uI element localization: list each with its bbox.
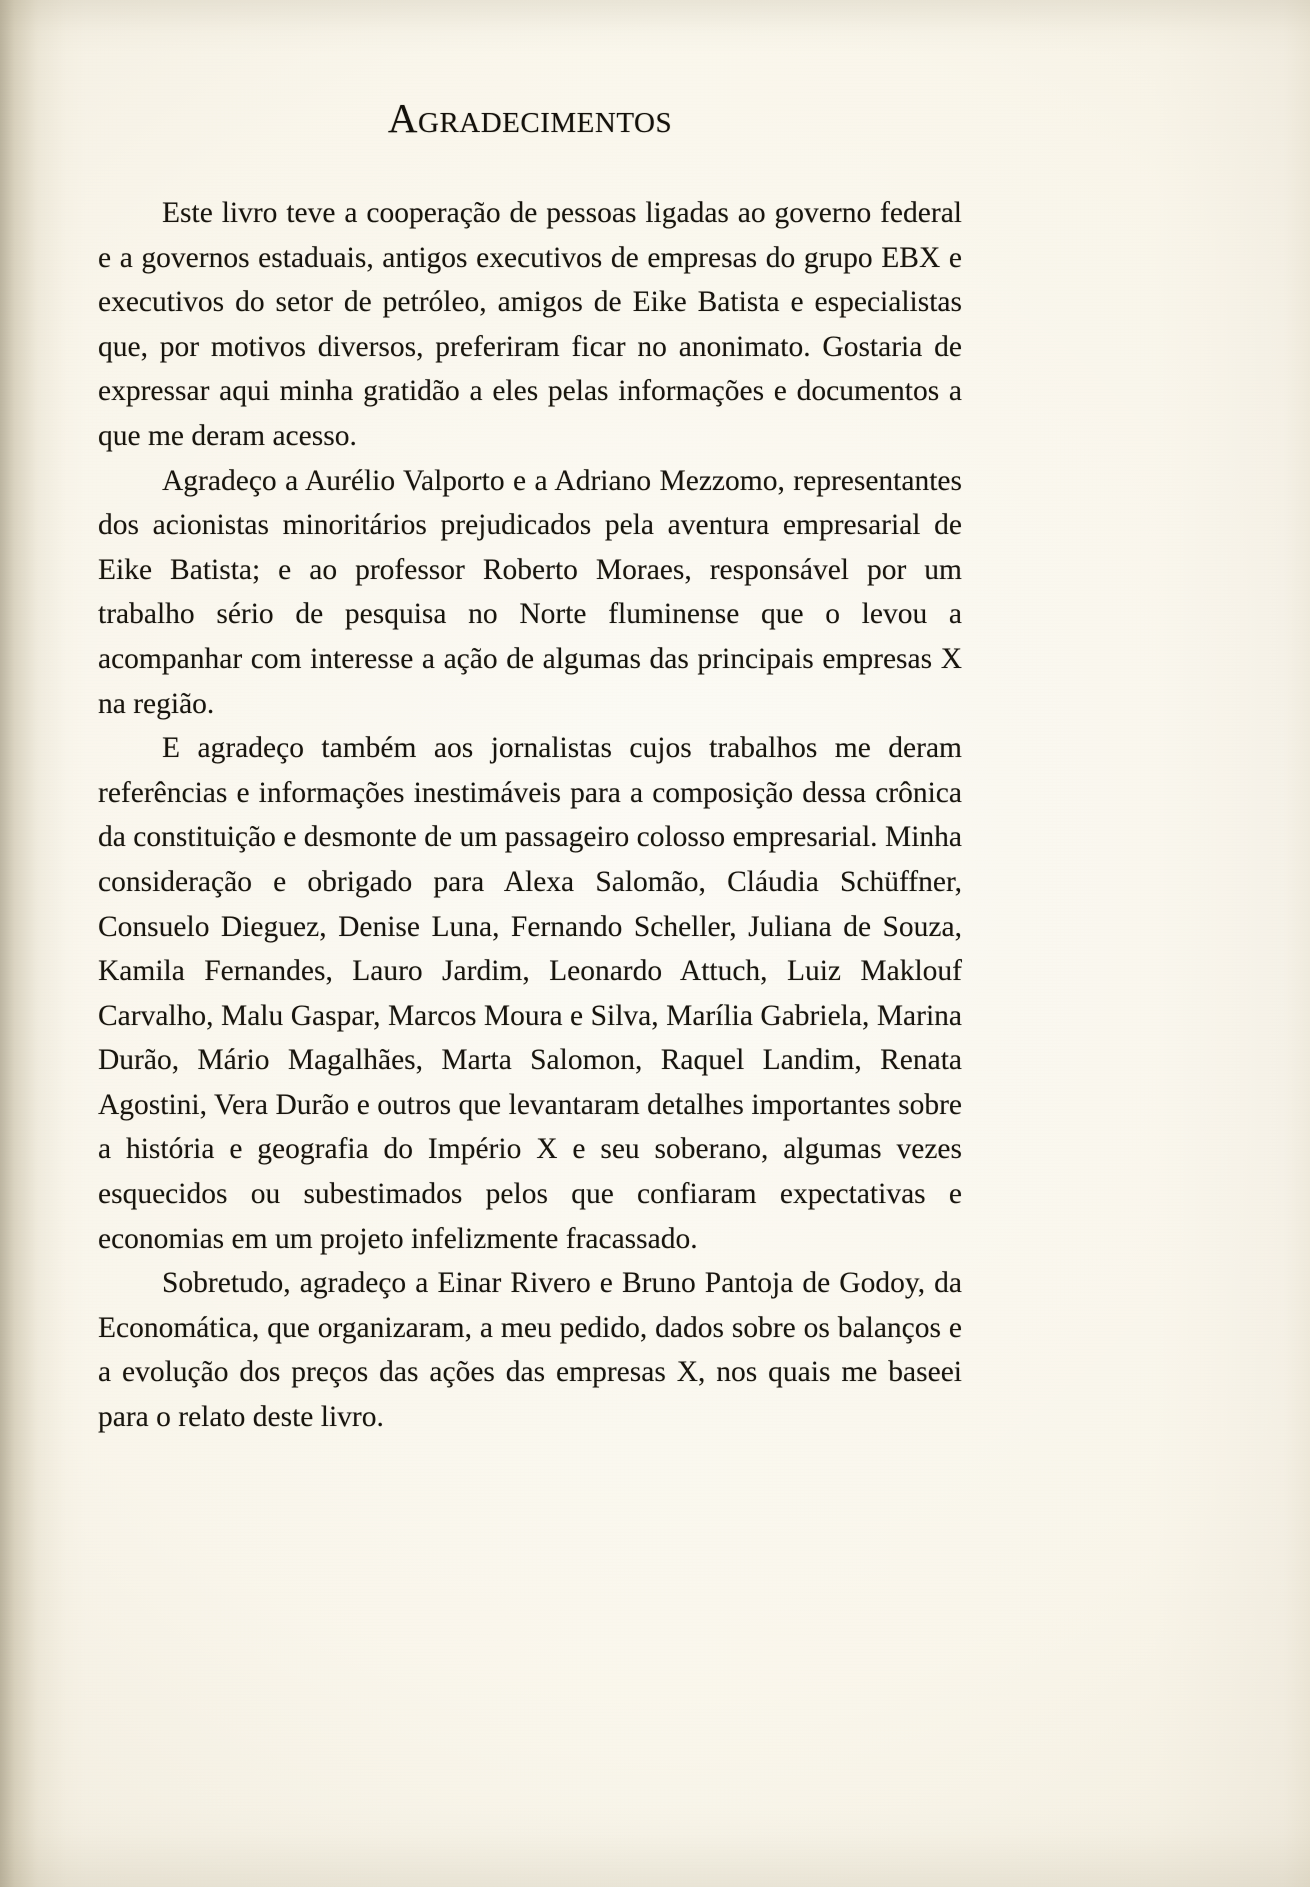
body-text bbox=[98, 139, 962, 1440]
paragraph: Sobretudo, agradeço a Einar Rivero e Bruno Pantoja de Godoy, da Economática, que organizaram, a meu pedido, dados sobre os balanços e a evolução dos preços das ações das empresas X, nos quais me baseei para o relato deste livro. bbox=[98, 1267, 962, 1434]
bottom-edge-shading bbox=[0, 1807, 1310, 1887]
gutter-shadow bbox=[0, 0, 66, 1887]
chapter-title: Agradecimentos bbox=[387, 95, 673, 141]
paragraph: Este livro teve a cooperação de pessoas ligadas ao governo federal e a governos estaduais, antigos executivos de empresas do grupo EBX e executivos do setor de petróleo, amigos de Eike Batista e especialistas que, por motivos diversos, preferiram ficar no anonimato. Gostaria de expressar aqui minha gratidão a eles pelas informações e documentos a que me deram acesso. bbox=[98, 197, 962, 452]
page-content bbox=[98, 0, 962, 1440]
paragraph: E agradeço também aos jornalistas cujos trabalhos me deram referências e informações inestimáveis para a composição dessa crônica da constituição e desmonte de um passageiro colosso empresarial. Minha consideração e obrigado para Alexa Salomão, Cláudia Schüffner, Consuelo Dieguez, Denise Luna, Fernando Scheller, Juliana de Souza, Kamila Fernandes, Lauro Jardim, Leonardo Attuch, Luiz Maklouf Carvalho, Malu Gaspar, Marcos Moura e Silva, Marília Gabriela, Marina Durão, Mário Magalhães, Marta Salomon, Raquel Landim, Renata Agostini, Vera Durão e outros que levantaram detalhes importantes sobre a história e geografia do Império X e seu soberano, algumas vezes esquecidos ou subestimados pelos que confiaram expectativas e economias em um projeto infelizmente fracassado. bbox=[98, 732, 962, 1255]
paragraph: Agradeço a Aurélio Valporto e a Adriano Mezzomo, representantes dos acionistas minoritários prejudicados pela aventura empresarial de Eike Batista; e ao professor Roberto Moraes, responsável por um trabalho sério de pesquisa no Norte fluminense que o levou a acompanhar com interesse a ação de algumas das principais empresas X na região. bbox=[98, 464, 962, 720]
